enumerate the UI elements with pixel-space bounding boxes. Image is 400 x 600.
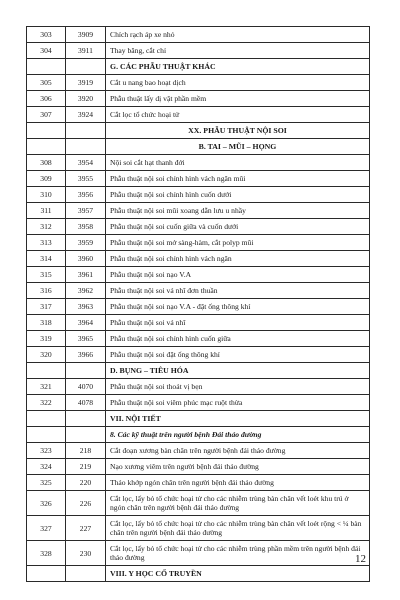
row-number: [27, 363, 66, 379]
table-row: [27, 459, 370, 475]
row-number: 303: [27, 27, 66, 43]
section-heading-row: [27, 363, 370, 379]
section-heading: VIII. Y HỌC CỔ TRUYỀN: [106, 566, 370, 582]
table-row: [27, 267, 370, 283]
section-heading: VII. NỘI TIẾT: [106, 411, 370, 427]
procedure-name: Phẫu thuật nội soi chỉnh hình vách ngăn: [106, 251, 370, 267]
procedure-name: Phẫu thuật nội soi cuốn giữa và cuốn dưới: [106, 219, 370, 235]
procedure-name: Thay băng, cắt chỉ: [106, 43, 370, 59]
row-number: 307: [27, 107, 66, 123]
procedure-code: 4078: [66, 395, 106, 411]
procedure-name: Chích rạch áp xe nhỏ: [106, 27, 370, 43]
table-row: [27, 283, 370, 299]
table-row: [27, 395, 370, 411]
table-row: [27, 107, 370, 123]
procedure-name: Cắt lọc, lấy bỏ tổ chức hoại tử cho các nhiễm trùng phần mềm trên người bệnh đái tháo đường: [106, 541, 370, 566]
procedure-code: 3964: [66, 315, 106, 331]
procedure-code: [66, 59, 106, 75]
procedure-name: Phẫu thuật nội soi vá nhĩ đơn thuần: [106, 283, 370, 299]
table-row: [27, 516, 370, 541]
row-number: 308: [27, 155, 66, 171]
table-row: [27, 299, 370, 315]
row-number: 327: [27, 516, 66, 541]
table-row: [27, 43, 370, 59]
row-number: 314: [27, 251, 66, 267]
table-row: [27, 443, 370, 459]
procedure-code: [66, 411, 106, 427]
section-heading-row: [27, 123, 370, 139]
procedure-table: [26, 26, 370, 582]
table-row: [27, 475, 370, 491]
table-row: [27, 541, 370, 566]
procedure-code: 230: [66, 541, 106, 566]
table-row: [27, 219, 370, 235]
procedure-name: Phẫu thuật lấy dị vật phần mềm: [106, 91, 370, 107]
table-row: [27, 315, 370, 331]
procedure-code: 3963: [66, 299, 106, 315]
page-number: 12: [355, 553, 366, 565]
row-number: 311: [27, 203, 66, 219]
procedure-name: Tháo khớp ngón chân trên người bệnh đái tháo đường: [106, 475, 370, 491]
table-row: [27, 171, 370, 187]
procedure-code: 3920: [66, 91, 106, 107]
table-row: [27, 251, 370, 267]
row-number: [27, 139, 66, 155]
section-heading-row: [27, 139, 370, 155]
section-heading-row: [27, 427, 370, 443]
row-number: 321: [27, 379, 66, 395]
table-row: [27, 235, 370, 251]
row-number: 326: [27, 491, 66, 516]
procedure-code: 3962: [66, 283, 106, 299]
section-heading-row: [27, 59, 370, 75]
procedure-code: 4070: [66, 379, 106, 395]
table-row: [27, 75, 370, 91]
procedure-name: Nội soi cắt hạt thanh đới: [106, 155, 370, 171]
procedure-name: Phẫu thuật nội soi chỉnh hình cuốn giữa: [106, 331, 370, 347]
procedure-code: 3924: [66, 107, 106, 123]
procedure-code: 3956: [66, 187, 106, 203]
row-number: 328: [27, 541, 66, 566]
procedure-code: 219: [66, 459, 106, 475]
table-row: [27, 91, 370, 107]
row-number: [27, 427, 66, 443]
table-row: [27, 203, 370, 219]
procedure-code: 3955: [66, 171, 106, 187]
row-number: 322: [27, 395, 66, 411]
procedure-code: 226: [66, 491, 106, 516]
procedure-name: Phẫu thuật nội soi mũi xoang dẫn lưu u nhầy: [106, 203, 370, 219]
section-heading-row: [27, 411, 370, 427]
procedure-name: Cắt lọc, lấy bỏ tổ chức hoại tử cho các nhiễm trùng bàn chân vết loét khu trú ở ngón chân trên người bệnh đái tháo đường: [106, 491, 370, 516]
row-number: 313: [27, 235, 66, 251]
procedure-code: [66, 566, 106, 582]
row-number: [27, 59, 66, 75]
row-number: 306: [27, 91, 66, 107]
table-row: [27, 155, 370, 171]
section-heading-row: [27, 566, 370, 582]
procedure-name: Phẫu thuật nội soi nạo V.A: [106, 267, 370, 283]
row-number: 325: [27, 475, 66, 491]
procedure-name: Phẫu thuật nội soi mở sàng-hàm, cắt polyp mũi: [106, 235, 370, 251]
procedure-code: [66, 427, 106, 443]
row-number: 320: [27, 347, 66, 363]
row-number: 304: [27, 43, 66, 59]
section-heading: XX. PHẪU THUẬT NỘI SOI: [106, 123, 370, 139]
row-number: 323: [27, 443, 66, 459]
table-row: [27, 187, 370, 203]
procedure-code: 3909: [66, 27, 106, 43]
procedure-code: 3960: [66, 251, 106, 267]
table-row: [27, 347, 370, 363]
procedure-code: 3957: [66, 203, 106, 219]
procedure-code: 218: [66, 443, 106, 459]
procedure-code: 3958: [66, 219, 106, 235]
procedure-name: Cắt lọc, lấy bỏ tổ chức hoại tử cho các nhiễm trùng bàn chân vết loét rộng < ¼ bàn chân trên người bệnh đái tháo đường: [106, 516, 370, 541]
procedure-code: 220: [66, 475, 106, 491]
procedure-code: [66, 123, 106, 139]
row-number: 324: [27, 459, 66, 475]
procedure-code: [66, 363, 106, 379]
table-row: [27, 379, 370, 395]
procedure-code: 3919: [66, 75, 106, 91]
procedure-code: 3965: [66, 331, 106, 347]
table-row: [27, 491, 370, 516]
procedure-code: 227: [66, 516, 106, 541]
procedure-code: 3961: [66, 267, 106, 283]
procedure-name: Phẫu thuật nội soi chỉnh hình vách ngăn mũi: [106, 171, 370, 187]
procedure-name: Phẫu thuật nội soi đặt ống thông khí: [106, 347, 370, 363]
row-number: 305: [27, 75, 66, 91]
section-heading: G. CÁC PHẪU THUẬT KHÁC: [106, 59, 370, 75]
table-row: [27, 331, 370, 347]
table-row: [27, 27, 370, 43]
row-number: 318: [27, 315, 66, 331]
row-number: 316: [27, 283, 66, 299]
procedure-name: Cắt u nang bao hoạt dịch: [106, 75, 370, 91]
procedure-code: [66, 139, 106, 155]
row-number: 319: [27, 331, 66, 347]
procedure-name: Cắt đoạn xương bàn chân trên người bệnh đái tháo đường: [106, 443, 370, 459]
row-number: 309: [27, 171, 66, 187]
procedure-code: 3954: [66, 155, 106, 171]
section-heading: B. TAI – MŨI – HỌNG: [106, 139, 370, 155]
procedure-code: 3959: [66, 235, 106, 251]
procedure-name: Phẫu thuật nội soi nạo V.A - đặt ống thông khí: [106, 299, 370, 315]
section-heading: 8. Các kỹ thuật trên người bệnh Đái tháo đường: [106, 427, 370, 443]
procedure-name: Phẫu thuật nội soi chỉnh hình cuốn dưới: [106, 187, 370, 203]
procedure-code: 3911: [66, 43, 106, 59]
procedure-name: Phẫu thuật nội soi vá nhĩ: [106, 315, 370, 331]
row-number: 317: [27, 299, 66, 315]
procedure-name: Phẫu thuật nội soi viêm phúc mạc ruột thừa: [106, 395, 370, 411]
procedure-name: Phẫu thuật nội soi thoát vị bẹn: [106, 379, 370, 395]
procedure-name: Cắt lọc tổ chức hoại tử: [106, 107, 370, 123]
row-number: 315: [27, 267, 66, 283]
row-number: [27, 566, 66, 582]
procedure-code: 3966: [66, 347, 106, 363]
row-number: 312: [27, 219, 66, 235]
section-heading: D. BỤNG – TIÊU HÓA: [106, 363, 370, 379]
table-body: [27, 27, 370, 582]
procedure-name: Nạo xương viêm trên người bệnh đái tháo đường: [106, 459, 370, 475]
row-number: 310: [27, 187, 66, 203]
row-number: [27, 411, 66, 427]
row-number: [27, 123, 66, 139]
